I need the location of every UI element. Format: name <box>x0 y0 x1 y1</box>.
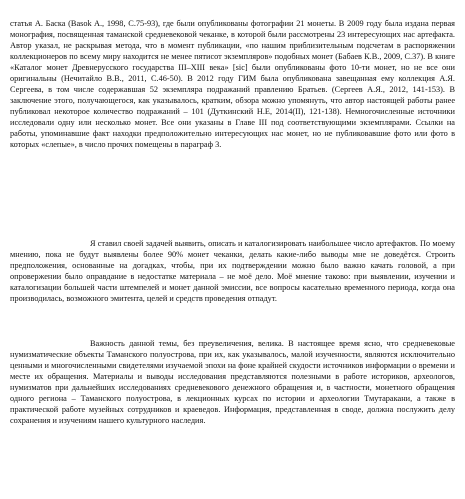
paragraph-topic-importance: Важность данной темы, без преувеличения, велика. В настоящее время ясно, что средневековые нумизматические объекты Таманского полуострова, при их, как указывалось, малой изученности, являются исключительно ценными и многочисленными свидетелями изучаемой эпохи на фоне крайней скудости источников информации о времени и месте их обращения. Материалы и выводы исследования представляются полезными в работе историков, археологов, нумизматов при дальнейших исследованиях средневекового денежного обращения и, в частности, монетного обращения одного региона – Таманского полуострова, в лекционных курсах по истории и археологии Тмутаракани, а также в практической работе музейных сотрудников и краеведов. Информация, представленная в своде, должна послужить делу сохранения и изучениям нашего культурного наследия. <box>10 339 455 426</box>
paragraph-references-overview: статья А. Баска (Basok A., 1998, С.75-93), где были опубликованы фотографии 21 монеты. В 2009 году была издана первая монография, посвященная таманской средневековой чеканке, в которой были рассмотрены 23 интересующих нас артефакта. Автор указал, не раскрывая метода, что в момент публикации, «по нашим приблизительным подсчетам в распоряжении коллекционеров по всему миру находится не менее пятисот экземпляров» подобных монет (Бабаев К.В., 2009, С.37). В книге «Каталог монет Древнерусского государства III–XIII века» [sic] были опубликованы фото 10-ти монет, но не все они оригинальны (Нечитайло В.В., 2011, С.46-50). В 2012 году ГИМ была опубликована завещанная ему коллекция А.Я. Сергеева, в том числе содержавшая 52 экземпляра подражаний правлению Братьев. (Сергеев А.Я., 2012, 141-153). В заключение этого, получающегося, как указывалось, кратким, обзора можно упомянуть, что автор настоящей работы ранее публиковал некоторое количество подражаний – 101 (Дуткинский Н.Е, 2014(II), 121-138). Немногочисленные источники исследовали одну или несколько монет. Все они указаны в Главе III под соответствующими экземплярами. Ссылки на работы, упоминавшие факт находки предположительно интересующих нас монет, но не публиковавшие фото или фото в которых «слепые», в число прочих помещены в параграф 3. <box>10 19 455 150</box>
paragraph-research-goal: Я ставил своей задачей выявить, описать и каталогизировать наибольшее число артефактов. По моему мнению, пока не будут выявлены более 90% монет чеканки, делать какие-либо выводы мне не доведётся. Строить предположения, основанные на догадках, чтобы, при их подтверждении можно было важно качать головой, а при опровержении было оправдание в недостатке материала – не моё дело. Моё мнение таково: при выявлении, изучении и каталогизации большей части штемпелей и монет данной эмиссии, все вопросы касательно временного периода, когда она производилась, возможного эмитента, целей и средств проведения отпадут. <box>10 239 455 304</box>
